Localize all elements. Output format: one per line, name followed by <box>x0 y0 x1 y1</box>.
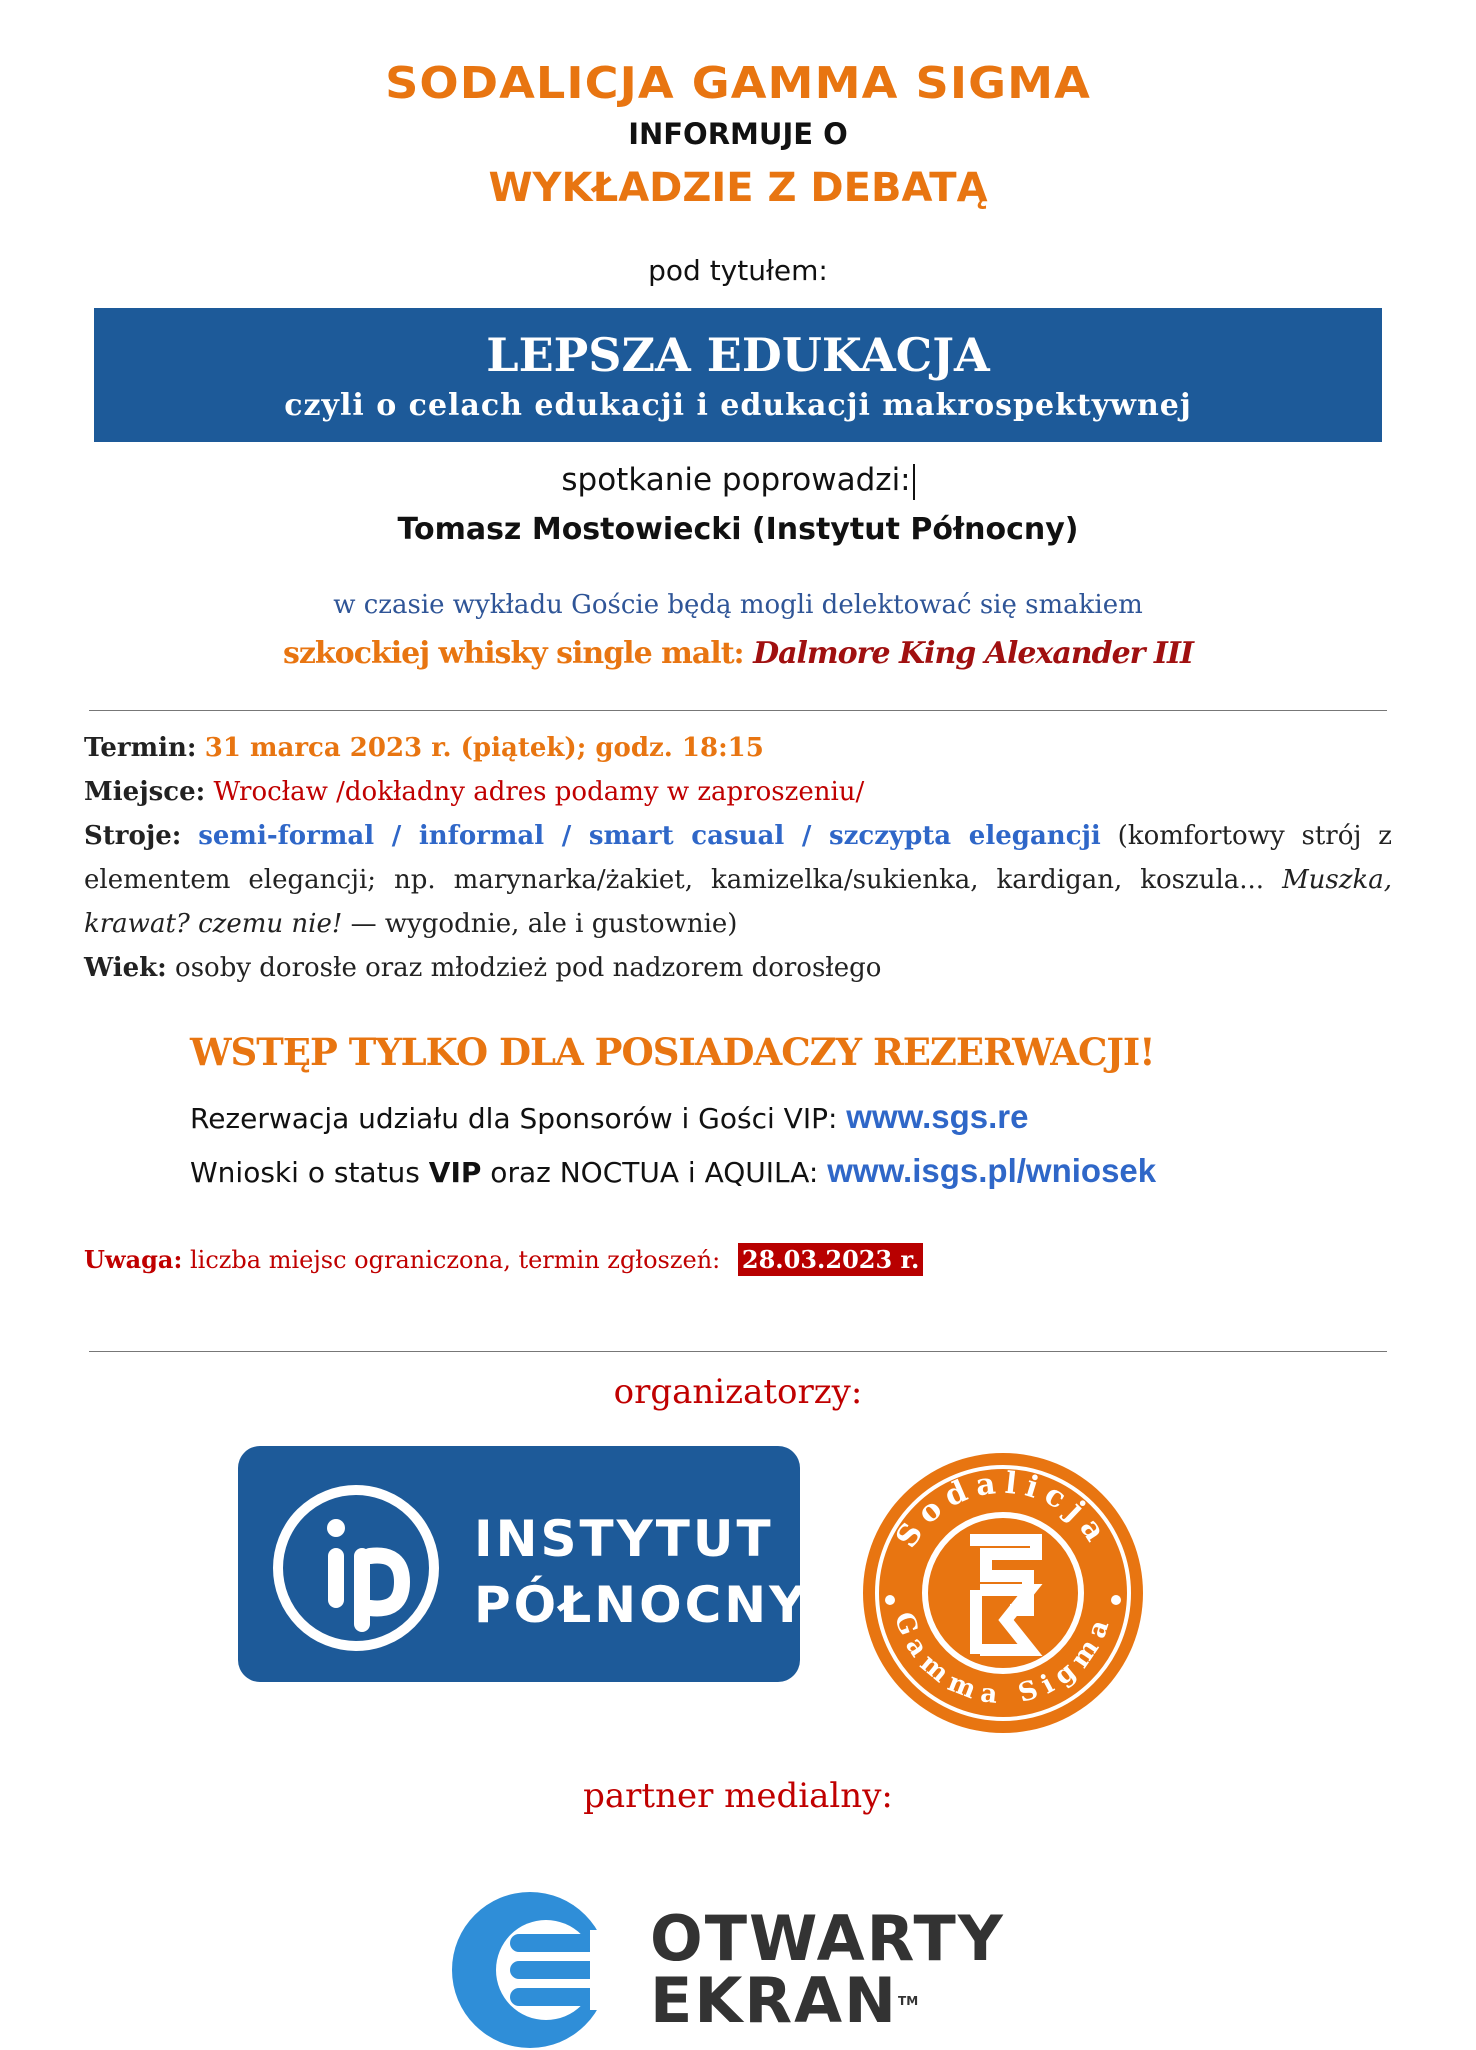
ip-line-2: PÓŁNOCNY <box>474 1576 809 1634</box>
event-details <box>84 726 1392 990</box>
titled-label: pod tytułem: <box>648 254 828 287</box>
sgs-seal-icon <box>860 1450 1146 1736</box>
reservation-line-1-text: Rezerwacja udziału dla Sponsorów i Gości VIP: <box>190 1102 847 1135</box>
whisky-line <box>0 636 1476 671</box>
otwarty-ekran-wordmark <box>650 1902 1005 2037</box>
oe-line-2-text: EKRAN <box>650 1964 899 2037</box>
stroje-note-2: — wygodnie, ale i gustownie) <box>342 909 738 939</box>
oe-line-1: OTWARTY <box>650 1902 1005 1975</box>
wiek-value: osoby dorosłe oraz młodzież pod nadzorem dorosłego <box>166 953 882 983</box>
uwaga-note <box>84 1245 923 1274</box>
lecture-subtitle: czyli o celach edukacji i edukacji makrospektywnej <box>284 388 1192 423</box>
ip-line-1: INSTYTUT <box>474 1510 774 1568</box>
host-name: Tomasz Mostowiecki (Instytut Północny) <box>397 512 1079 547</box>
organization-title: SODALICJA GAMMA SIGMA <box>385 58 1091 109</box>
miejsce-value: Wrocław /dokładny adres podamy w zaproszeniu/ <box>213 777 865 807</box>
lecture-title-banner <box>94 308 1382 442</box>
reservation-line-2-text-b: oraz NOCTUA i AQUILA: <box>481 1156 828 1189</box>
divider <box>89 1351 1387 1352</box>
lecture-title: LEPSZA EDUKACJA <box>486 328 990 382</box>
event-type-heading: WYKŁADZIE Z DEBATĄ <box>488 165 988 211</box>
miejsce-row <box>84 770 1392 814</box>
text-cursor <box>913 464 915 500</box>
stroje-value: semi-formal / informal / smart casual / szczypta elegancji <box>198 821 1101 851</box>
stroje-note-emphasis: Muszka, krawat? czemu nie! <box>84 865 1392 939</box>
whisky-brand: Dalmore King Alexander III <box>753 636 1194 671</box>
whisky-type: szkockiej whisky single malt: <box>282 636 744 671</box>
stroje-label: Stroje: <box>84 821 182 851</box>
stroje-note-1: (komfortowy strój z elementem elegancji; np. marynarka/żakiet, kamizelka/sukienka, kardigan, koszula... <box>84 821 1392 895</box>
reservation-line-2-text-a: Wnioski o status <box>190 1156 429 1189</box>
host-label <box>0 462 1476 500</box>
oe-line-2 <box>650 1964 1005 2037</box>
reservation-line-2 <box>190 1152 1156 1190</box>
stroje-row <box>84 814 1392 946</box>
trademark: TM <box>898 1994 919 2008</box>
wniosek-link[interactable]: www.isgs.pl/wniosek <box>827 1152 1157 1189</box>
organizers-label: organizatorzy: <box>613 1372 863 1412</box>
termin-value: 31 marca 2023 r. (piątek); godz. 18:15 <box>204 733 764 763</box>
termin-label: Termin: <box>84 733 197 763</box>
vip-label: VIP <box>428 1156 482 1189</box>
wiek-row <box>84 946 1392 990</box>
ip-circle-icon <box>270 1482 442 1654</box>
media-partner-label: partner medialny: <box>583 1776 893 1816</box>
sodalicja-gamma-sigma-logo <box>860 1450 1146 1741</box>
sgs-link[interactable]: www.sgs.re <box>846 1098 1029 1135</box>
deadline-badge: 28.03.2023 r. <box>738 1243 923 1276</box>
sgs-bottom-text: Gamma Sigma <box>887 1608 1118 1711</box>
miejsce-label: Miejsce: <box>84 777 206 807</box>
otwarty-ekran-icon <box>450 1890 610 2050</box>
informs-heading: INFORMUJE O <box>628 117 848 151</box>
divider <box>89 710 1387 711</box>
reservation-line-1 <box>190 1098 1028 1136</box>
uwaga-text: liczba miejsc ograniczona, termin zgłoszeń: <box>182 1246 728 1274</box>
uwaga-label: Uwaga: <box>84 1245 183 1274</box>
sgs-top-text: Sodalicja <box>889 1465 1117 1555</box>
instytut-polnocny-logo <box>238 1446 809 1682</box>
reservation-notice: WSTĘP TYLKO DLA POSIADACZY REZERWACJI! <box>190 1030 1155 1074</box>
termin-row <box>84 726 1392 770</box>
host-label-text: spotkanie poprowadzi: <box>561 462 911 498</box>
whisky-intro: w czasie wykładu Goście będą mogli delektować się smakiem <box>333 590 1143 620</box>
wiek-label: Wiek: <box>84 953 167 983</box>
